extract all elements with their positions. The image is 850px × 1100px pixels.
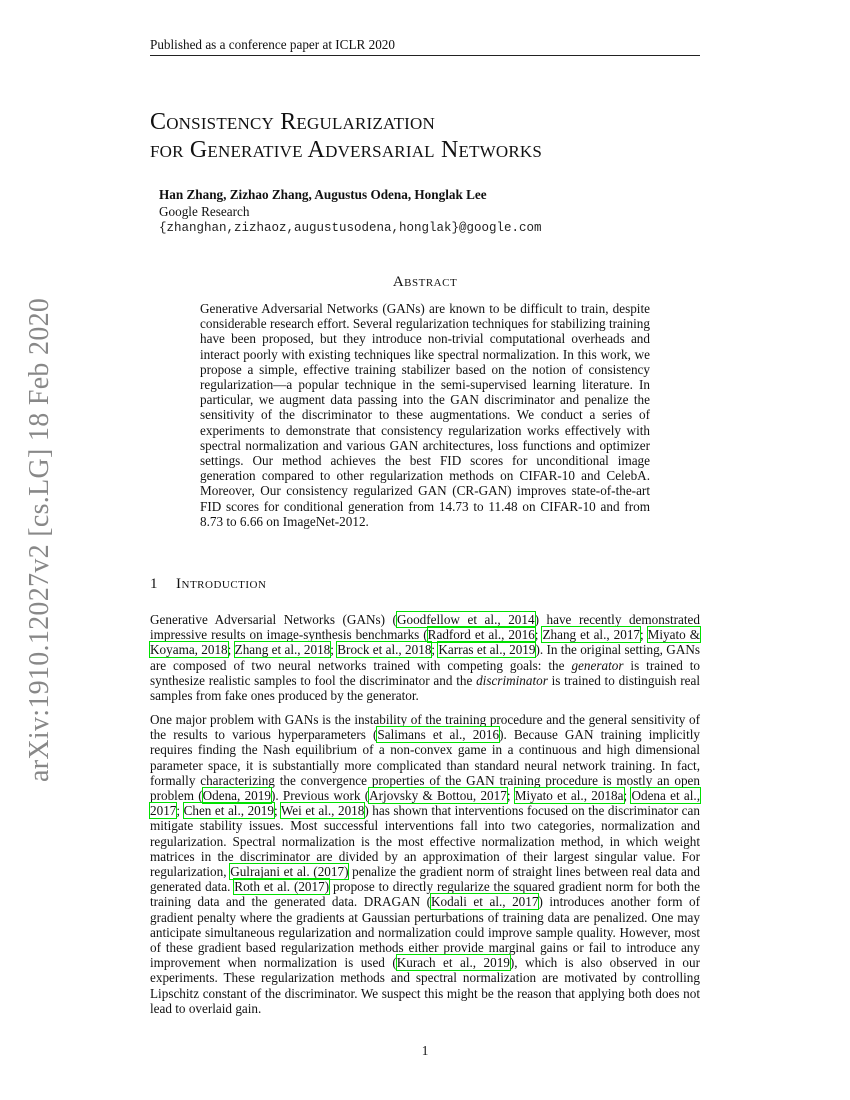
- citation-link[interactable]: Zhang et al., 2018: [234, 642, 331, 658]
- abstract-text: Generative Adversarial Networks (GANs) are known to be difficult to train, despite considerable research effort. Several regularization techniques for stabilizing training have been proposed, but they introduce non-trivial computational overheads and interact poorly with existing techniques like spectral normalization. In this work, we propose a simple, effective training stabilizer based on the notion of consistency regularization—a popular technique in the semi-supervised learning literature. In particular, we augment data passing into the GAN discriminator and penalize the sensitivity of the discriminator to these augmentations. We conduct a series of experiments to demonstrate that consistency regularization works effectively with spectral normalization and various GAN architectures, loss functions and optimizer settings. Our method achieves the best FID scores for unconditional image generation compared to other regularization methods on CIFAR-10 and CelebA. Moreover, Our consistency regularized GAN (CR-GAN) improves state-of-the-art FID scores for conditional generation from 14.73 to 11.48 on CIFAR-10 and from 8.73 to 6.66 on ImageNet-2012.: [200, 301, 650, 529]
- author-email: {zhanghan,zizhaoz,augustusodena,honglak}@google.com: [159, 221, 542, 235]
- abstract-heading: Abstract: [392, 274, 458, 290]
- citation-link[interactable]: Brock et al., 2018: [337, 642, 432, 658]
- text-run: ;: [273, 803, 281, 819]
- citation-link[interactable]: Kodali et al., 2017: [431, 894, 539, 910]
- text-run: ;: [534, 627, 543, 643]
- text-run: propose to directly regularize the squared gradient norm for both the training data and the generated data. DRAGAN (: [150, 879, 700, 910]
- text-run: ;: [227, 642, 235, 658]
- citation-link[interactable]: Karras et al., 2019: [438, 642, 536, 658]
- text-run: Generative Adversarial Networks (GANs) (: [150, 612, 397, 627]
- page-number: 1: [421, 1043, 429, 1058]
- author-block: [159, 187, 719, 237]
- text-run: penalize the gradient norm of straight lines between real data and generated data.: [150, 864, 700, 895]
- citation-link[interactable]: Gulrajani et al. (2017): [230, 864, 349, 880]
- text-run: is trained to distinguish real samples from fake ones produced by the generator.: [150, 672, 700, 704]
- text-run: ;: [623, 788, 632, 804]
- text-run: ). Because GAN training implicitly requires finding the Nash equilibrium of a non-convex game in a continuous and high dimensional parameter space, it is substantially more complicated than standard neural network training. In fact, formally characterizing the convergence properties of the GAN training procedure is mostly an open problem (: [150, 727, 700, 804]
- citation-link[interactable]: Arjovsky & Bottou, 2017: [369, 788, 507, 804]
- running-header: Published as a conference paper at ICLR 2020: [150, 37, 700, 56]
- emphasis-term: discriminator: [476, 672, 548, 688]
- paper-title: [150, 108, 750, 164]
- arxiv-identifier[interactable]: arXiv:1910.12027v2 [cs.LG] 18 Feb 2020: [24, 297, 55, 782]
- text-run: is trained to synthesize realistic samples to fool the discriminator and the: [150, 657, 700, 688]
- title-line-1: Consistency Regularization: [150, 109, 435, 135]
- citation-link[interactable]: Goodfellow et al., 2014: [396, 612, 535, 627]
- text-run: ;: [431, 642, 439, 658]
- title-line-2: for Generative Adversarial Networks: [150, 137, 543, 163]
- author-affiliation: Google Research: [159, 203, 250, 219]
- text-run: ;: [506, 788, 515, 804]
- text-run: ) has shown that interventions focused on the discriminator can mitigate stability issues. Most successful interventions fall into two categories, normalization and regularization. Spectral normalization is the most effective normalization method, in which weight matrices in the discriminator are divided by an approximation of their largest singular value. For regularization,: [150, 803, 700, 880]
- text-run: ) introduces another form of gradient penalty where the gradients at Gaussian perturbations of training data are penalized. One may anticipate simultaneous regularization and normalization could improve sample quality. However, most of these gradient based regularization methods either provide marginal gains or fail to introduce any improvement when normalization is used (: [150, 894, 700, 971]
- citation-link[interactable]: Roth et al. (2017): [234, 879, 330, 895]
- author-names: Han Zhang, Zizhao Zhang, Augustus Odena, Honglak Lee: [159, 187, 487, 202]
- citation-link[interactable]: Chen et al., 2019: [183, 803, 274, 819]
- citation-link[interactable]: Salimans et al., 2016: [377, 727, 500, 743]
- section-number: 1: [150, 576, 158, 592]
- citation-link[interactable]: Odena, 2019: [202, 788, 271, 804]
- citation-link[interactable]: Zhang et al., 2017: [542, 627, 641, 643]
- citation-link[interactable]: Kurach et al., 2019: [396, 955, 510, 971]
- arxiv-side-stamp: [18, 292, 58, 782]
- text-run: ;: [176, 803, 184, 819]
- citation-link[interactable]: Odena et al., 2017: [150, 788, 701, 819]
- citation-link[interactable]: Miyato & Koyama, 2018: [150, 627, 700, 658]
- citation-link[interactable]: Radford et al., 2016: [427, 627, 535, 643]
- text-run: ), which is also observed in our experiments. These regularization methods and spectral normalization are motivated by controlling Lipschitz constant of the discriminator. We suspect this might be the reason that applying both does not lead to overlaid gain.: [150, 955, 701, 1016]
- section-heading-introduction: [150, 575, 700, 593]
- intro-paragraph-2: [150, 712, 700, 1016]
- section-title: Introduction: [176, 576, 267, 592]
- intro-paragraph-1: [150, 612, 700, 703]
- citation-link[interactable]: Miyato et al., 2018a: [514, 788, 624, 804]
- text-run: ;: [330, 642, 338, 658]
- text-run: One major problem with GANs is the instability of the training procedure and the general sensitivity of the results to various hyperparameters (: [150, 712, 700, 743]
- citation-link[interactable]: Wei et al., 2018: [280, 803, 365, 819]
- text-run: ;: [640, 627, 648, 643]
- text-run: ). Previous work (: [270, 788, 370, 804]
- text-run: ) have recently demonstrated impressive results on image-synthesis benchmarks (: [150, 612, 700, 643]
- text-run: ). In the original setting, GANs are composed of two neural networks trained with competing goals: the: [150, 642, 700, 673]
- emphasis-term: generator: [571, 657, 624, 673]
